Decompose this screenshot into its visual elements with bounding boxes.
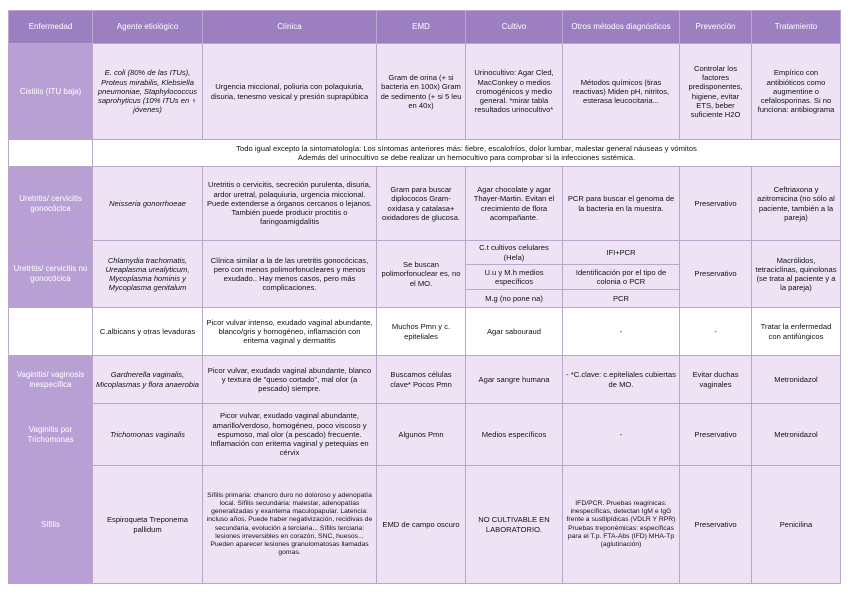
tratamiento-cell: Macrólidos, tetraciclinas, quinolonas (se trata al paciente y a la pareja) <box>752 241 841 308</box>
disease-name: Uretritis/ cervicitis no gonocócica <box>9 241 93 308</box>
pielonefritis-line2: Además del urinocultivo se debe realizar un hemocultivo para comprobar si la infecciones sistémica. <box>297 153 636 162</box>
otros-cell-uu: Identificación por el tipo de colonia o PCR <box>563 265 680 290</box>
prevencion-cell: - <box>680 308 752 356</box>
prevencion-cell: Evitar duchas vaginales <box>680 356 752 404</box>
emd-cell: EMD de campo oscuro <box>377 466 466 584</box>
disease-table-container <box>8 10 840 584</box>
disease-table <box>8 10 841 584</box>
row-sifilis <box>9 466 841 584</box>
agent-cell: Trichomonas vaginalis <box>93 404 203 466</box>
disease-name: Cistitis (ITU baja) <box>9 44 93 140</box>
tratamiento-cell: Penicilina <box>752 466 841 584</box>
header-row <box>9 11 841 44</box>
header-cultivo: Cultivo <box>466 11 563 44</box>
disease-name: Pielonefritis (ITU alta) <box>9 140 93 167</box>
otros-cell: IFD/PCR. Pruebas reagínicas: inespecíficas, detectan IgM e IgG frente a sustlipídicas (VDLR Y RPR) Pruebas treponémicas: específicas para el T.p. FTA-Abs (IFD) MHA-Tp (aglutinación) <box>563 466 680 584</box>
row-cistitis <box>9 44 841 140</box>
agent-cell: C.albicans y otras levaduras <box>93 308 203 356</box>
row-gonococica <box>9 167 841 241</box>
clinica-cell: Picor vulvar intenso, exudado vaginal abundante, blanco/gris y homogéneo, inflamación con eritema vaginal y dermatitis <box>203 308 377 356</box>
prevencion-cell: Preservativo <box>680 241 752 308</box>
otros-cell: - <box>563 308 680 356</box>
agent-cell: Espiroqueta Treponema pallidum <box>93 466 203 584</box>
header-clinica: Clínica <box>203 11 377 44</box>
emd-cell: Algunos Pmn <box>377 404 466 466</box>
prevencion-cell: Preservativo <box>680 404 752 466</box>
tratamiento-cell: Ceftriaxona y azitromicina (no sólo al paciente, también a la pareja) <box>752 167 841 241</box>
header-emd: EMD <box>377 11 466 44</box>
tratamiento-cell: Tratar la enfermedad con antifúngicos <box>752 308 841 356</box>
cultivo-cell-mg: M.g (no pone na) <box>466 290 563 308</box>
disease-name: Vaginitis por Trichomonas <box>9 404 93 466</box>
emd-cell: Gram de orina (+ si bacteria en 100x) Gram de sedimento (+ si 5 leu en 40x) <box>377 44 466 140</box>
disease-name: Vaginitis/ vaginosis inespecífica <box>9 356 93 404</box>
clinica-cell: Picor vulvar, exudado vaginal abundante, amarillo/verdoso, homogéneo, poco viscoso y espumoso, mal olor (a pescado) frecuente. Inflamación con eritema vaginal y petequias en cérvix <box>203 404 377 466</box>
clinica-cell: Clínica similar a la de las uretritis gonocócicas, pero con menos polimorfonucleares y menos exudado.. Hay menos casos, pero más complicaciones. <box>203 241 377 308</box>
prevencion-cell: Preservativo <box>680 466 752 584</box>
prevencion-cell: Controlar los factores predisponentes, higiene, evitar ETS, beber suficiente H2O <box>680 44 752 140</box>
otros-cell-ct: IFI+PCR <box>563 241 680 265</box>
row-candida <box>9 308 841 356</box>
otros-cell: PCR para buscar el genoma de la bacteria en la muestra. <box>563 167 680 241</box>
agent-cell: Gardnerella vaginalis, Micoplasmas y flora anaerobia <box>93 356 203 404</box>
clinica-cell: Urgencia miccional, poliuria con polaquiuria, disuria, tenesmo vesical y presión suprapúbica <box>203 44 377 140</box>
otros-cell-mg: PCR <box>563 290 680 308</box>
disease-name: Uretritis/ cervicitis gonocócica <box>9 167 93 241</box>
header-agente: Agente etiológico <box>93 11 203 44</box>
agent-cell: Neisseria gonorrhoeae <box>93 167 203 241</box>
tratamiento-cell: Metronidazol <box>752 356 841 404</box>
row-pielonefritis <box>9 140 841 167</box>
cultivo-cell: Medios específicos <box>466 404 563 466</box>
header-otros: Otros métodos diagnósticos <box>563 11 680 44</box>
emd-cell: Se buscan polimorfonuclear es, no el MO. <box>377 241 466 308</box>
tratamiento-cell: Metronidazol <box>752 404 841 466</box>
agent-cell: E. coli (80% de las ITUs), Proteus mirabilis, Klebsiella pneumoniae, Staphylococcus saprohyticus (10% ITUs en ♀ jóvenes) <box>93 44 203 140</box>
cultivo-cell-uu: U.u y M.h medios específicos <box>466 265 563 290</box>
row-no-gonococica <box>9 241 841 265</box>
otros-cell: - *C.clave: c.epiteliales cubiertas de MO. <box>563 356 680 404</box>
row-trichomonas <box>9 404 841 466</box>
header-enfermedad: Enfermedad <box>9 11 93 44</box>
header-tratamiento: Tratamiento <box>752 11 841 44</box>
otros-cell: - <box>563 404 680 466</box>
cultivo-cell-ct: C.t cultivos celulares (Hela) <box>466 241 563 265</box>
emd-cell: Buscamos células clave* Pocos Pmn <box>377 356 466 404</box>
cultivo-cell: Agar sangre humana <box>466 356 563 404</box>
tratamiento-cell: Empírico con antibióticos como augmentine o cefalosporinas. Si no funciona: antibiograma <box>752 44 841 140</box>
agent-cell: Chlamydia trachomatis, Ureaplasma urealyticum, Mycoplasma hominis y Mycoplasma genitalum <box>93 241 203 308</box>
pielonefritis-line1: Todo igual excepto la sintomatología: Los síntomas anteriores más: fiebre, escalofríos, dolor lumbar, malestar general náuseas y vómitos <box>236 143 697 153</box>
cultivo-cell: Urinocultivo: Agar Cled, MacConkey o medios cromogénicos y medio general. *mirar tabla resultados urinocultivo* <box>466 44 563 140</box>
row-inespecifica <box>9 356 841 404</box>
disease-name: Vulvovaginitis por Candida <box>9 308 93 356</box>
cultivo-cell: NO CULTIVABLE EN LABORATORIO. <box>466 466 563 584</box>
clinica-cell: Picor vulvar, exudado vaginal abundante, blanco y textura de "queso cortado", mal olor (a pescado) siempre. <box>203 356 377 404</box>
cultivo-cell: Agar sabouraud <box>466 308 563 356</box>
clinica-cell: Uretritis o cervicitis, secreción purulenta, disuria, ardor uretral, polaquiuria, urgencia miccional. Puede extenderse a órganos cercanos o lejanos. También puede producir proctitis o faringoamigdalitis <box>203 167 377 241</box>
clinica-cell: Sífilis primaria: chancro duro no doloroso y adenopatía local. Sífilis secundaria: malestar, adenopatías generalizadas y exantema maculopapular. Latencia: incluso años. Puede haber negativización, recidivas de secundaria, evolución a terciaria... Sífilis terciaria: lesiones irreversibles en corazón, SNC, huesos... Pueden aparecer lesiones granulomatosas llamadas gomas. <box>203 466 377 584</box>
emd-cell: Gram para buscar diplococos Gram- oxidasa y catalasa+ oxidadores de glucosa. <box>377 167 466 241</box>
cultivo-cell: Agar chocolate y agar Thayer-Martin. Evitan el crecimiento de flora acompañante. <box>466 167 563 241</box>
emd-cell: Muchos Pmn y c. epiteliales <box>377 308 466 356</box>
pielonefritis-note <box>93 140 841 167</box>
prevencion-cell: Preservativo <box>680 167 752 241</box>
disease-name: Sífilis <box>9 466 93 584</box>
header-prevencion: Prevención <box>680 11 752 44</box>
otros-cell: Métodos químicos (tiras reactivas) Miden pH, nitritos, esterasa leucocitaria... <box>563 44 680 140</box>
